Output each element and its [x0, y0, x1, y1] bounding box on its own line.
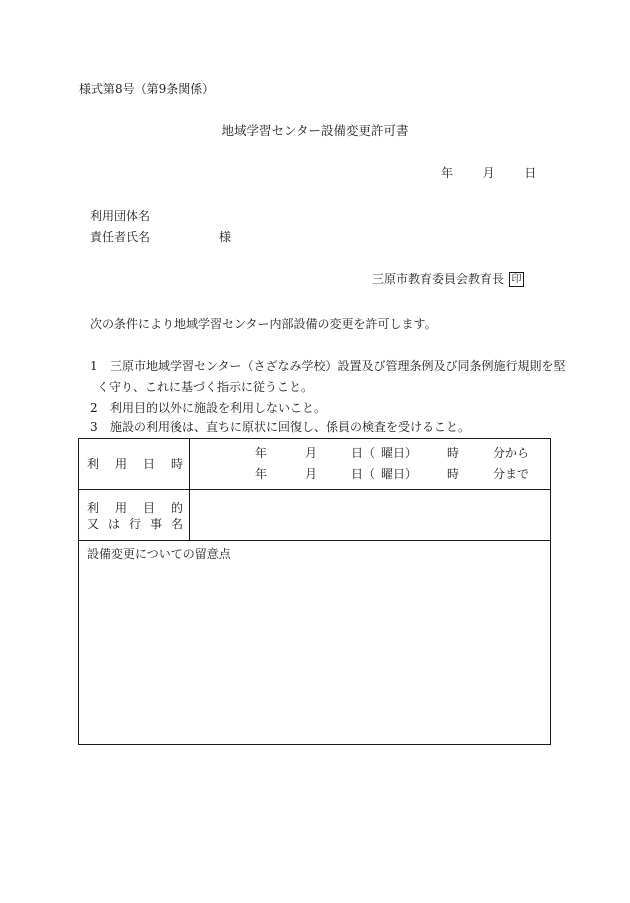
issue-date	[441, 166, 536, 180]
condition-text: 三原市地域学習センター（さざなみ学校）設置及び管理条例及び同条例施行規則を堅	[110, 359, 566, 373]
org-name-label: 利用団体名	[90, 209, 151, 223]
condition-item	[90, 359, 566, 373]
honorific: 様	[219, 230, 232, 244]
condition-item	[90, 420, 470, 434]
intro-text: 次の条件により地域学習センター内部設備の変更を許可します。	[90, 317, 437, 331]
notes-label: 設備変更についての留意点	[87, 547, 231, 561]
datetime-from-row: 年 月 日（ 曜日） 時 分から	[255, 446, 530, 460]
condition-text: 利用目的以外に施設を利用しないこと。	[110, 401, 327, 415]
date-day: 日	[524, 166, 537, 180]
datetime-to-row: 年 月 日（ 曜日） 時 分まで	[255, 467, 530, 481]
condition-number: 1	[90, 359, 98, 373]
condition-item	[90, 401, 326, 415]
document-title: 地域学習センター設備変更許可書	[221, 123, 409, 138]
condition-number: 2	[90, 401, 98, 415]
event-name-label: 又 は 行 事 名	[87, 517, 183, 531]
row-divider	[79, 540, 550, 541]
usage-datetime-label: 利 用 日 時	[87, 457, 183, 471]
issuer	[372, 272, 524, 287]
seal-mark: 印	[509, 272, 524, 287]
condition-continuation: く守り、これに基づく指示に従うこと。	[97, 380, 314, 394]
row-divider	[79, 489, 550, 490]
representative-label: 責任者氏名	[90, 230, 151, 244]
issuer-name: 三原市教育委員会教育長	[372, 272, 505, 286]
usage-purpose-label: 利 用 目 的	[87, 501, 183, 515]
condition-number: 3	[90, 420, 98, 434]
date-month: 月	[482, 166, 495, 180]
form-number: 様式第8号（第9条関係）	[79, 82, 215, 96]
condition-text: 施設の利用後は、直ちに原状に回復し、係員の検査を受けること。	[110, 420, 471, 434]
date-year: 年	[441, 166, 454, 180]
form-table	[78, 438, 551, 745]
